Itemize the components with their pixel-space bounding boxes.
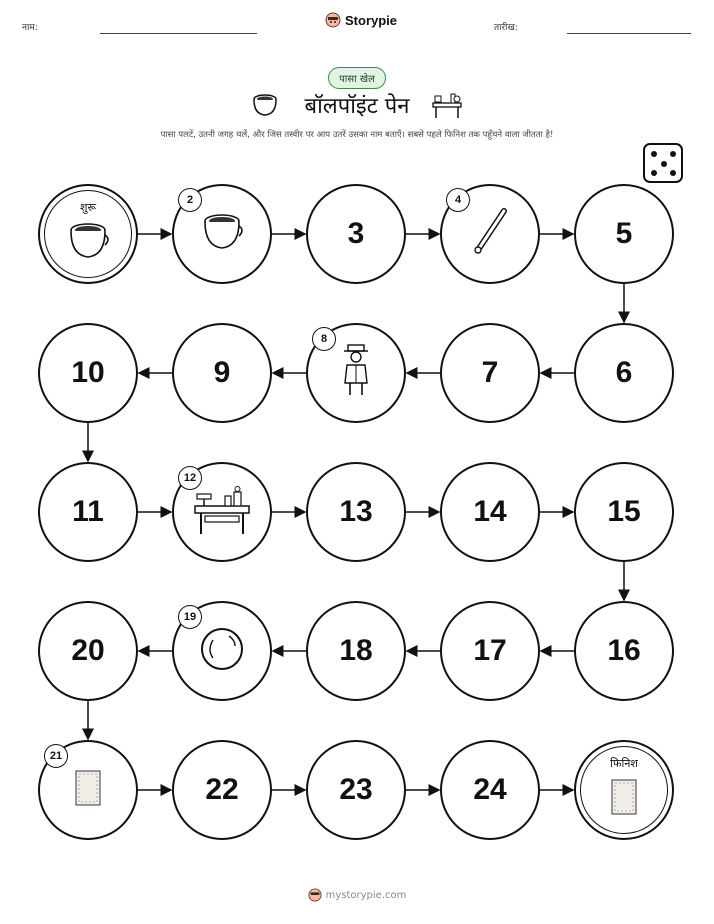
- brand-name: Storypie: [345, 12, 398, 28]
- inventor-icon: [339, 343, 373, 403]
- board-space-3[interactable]: [306, 184, 406, 284]
- space-number: 22: [205, 773, 239, 806]
- ball-icon: [199, 626, 245, 676]
- board-space-11[interactable]: [38, 462, 138, 562]
- space-number: 15: [607, 495, 641, 528]
- space-number: 11: [72, 495, 104, 528]
- board-space-9[interactable]: [172, 323, 272, 423]
- space-number: 9: [213, 356, 231, 389]
- board-space-10[interactable]: [38, 323, 138, 423]
- space-number: 5: [615, 217, 633, 250]
- start-space[interactable]: [38, 184, 138, 284]
- instructions: पासा पलटें, उतनी जगह चलें, और जिस तस्वीर पर आप उतरें उसका नाम बताएँ। सबसे पहले फिनिश तक पहुँचने वाला जीतता है!: [160, 130, 554, 140]
- board-space-23[interactable]: [306, 740, 406, 840]
- footer: [0, 888, 714, 902]
- space-number: 20: [71, 634, 105, 667]
- pot-icon: [65, 221, 111, 265]
- space-number: 3: [347, 217, 365, 250]
- board-space-13[interactable]: [306, 462, 406, 562]
- board-space-5[interactable]: [574, 184, 674, 284]
- page-title: बॉलपॉइंट पेन: [304, 94, 410, 119]
- space-number: 14: [473, 495, 507, 528]
- board-space-15[interactable]: [574, 462, 674, 562]
- space-number: 16: [607, 634, 641, 667]
- space-number-badge: 2: [178, 188, 202, 212]
- space-number: 24: [473, 773, 507, 806]
- board-space-20[interactable]: [38, 601, 138, 701]
- date-label: तारीख:: [494, 23, 518, 33]
- space-number-badge: 4: [446, 188, 470, 212]
- space-number-badge: 12: [178, 466, 202, 490]
- footer-url[interactable]: mystorypie.com: [325, 889, 407, 901]
- space-number: 13: [339, 495, 373, 528]
- space-number-badge: 21: [44, 744, 68, 768]
- paper-icon: [609, 777, 639, 821]
- start-label: शुरू: [79, 201, 97, 214]
- finish-space[interactable]: [574, 740, 674, 840]
- board-space-6[interactable]: [574, 323, 674, 423]
- space-number: 23: [339, 773, 373, 806]
- game-type-tag: पासा खेल: [328, 67, 386, 89]
- board-space-16[interactable]: [574, 601, 674, 701]
- workbench-icon: [189, 484, 255, 540]
- board-space-24[interactable]: [440, 740, 540, 840]
- space-number-badge: 19: [178, 605, 202, 629]
- finish-label: फिनिश: [610, 757, 638, 770]
- board-space-17[interactable]: [440, 601, 540, 701]
- board-space-14[interactable]: [440, 462, 540, 562]
- space-number: 18: [339, 634, 373, 667]
- name-label: नाम:: [22, 23, 38, 33]
- space-number-badge: 8: [312, 327, 336, 351]
- space-number: 17: [473, 634, 507, 667]
- board-space-7[interactable]: [440, 323, 540, 423]
- pen-icon: [470, 207, 510, 261]
- storypie-mascot-icon: [308, 888, 322, 902]
- pot-icon: [199, 212, 245, 256]
- paper-icon: [73, 768, 103, 812]
- board-space-18[interactable]: [306, 601, 406, 701]
- board-space-22[interactable]: [172, 740, 272, 840]
- space-number: 6: [615, 356, 633, 389]
- space-number: 10: [71, 356, 105, 389]
- space-number: 7: [481, 356, 499, 389]
